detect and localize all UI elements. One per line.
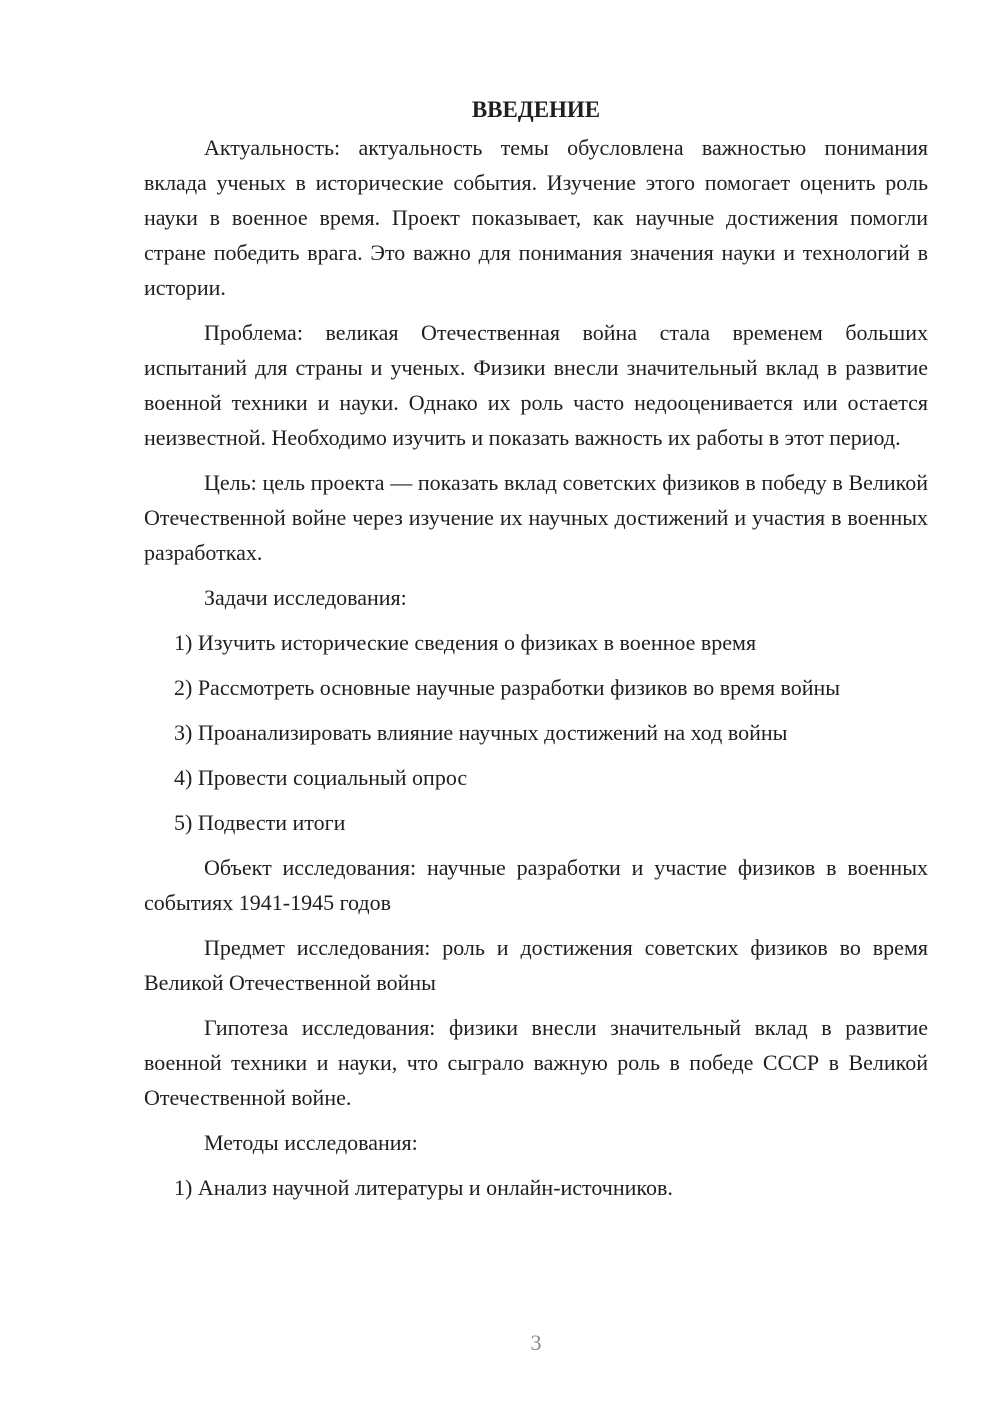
task-item: 5) Подвести итоги [174, 810, 346, 835]
subject-paragraph: Предмет исследования: роль и достижения советских физиков во время Великой Отечественной войны [144, 935, 928, 995]
document-page [144, 92, 928, 1215]
task-item: 4) Провести социальный опрос [174, 765, 468, 790]
methods-label: Методы исследования: [204, 1130, 418, 1155]
task-item: 1) Изучить исторические сведения о физиках в военное время [174, 630, 757, 655]
page-number: 3 [530, 1330, 542, 1355]
problem-paragraph: Проблема: великая Отечественная война стала временем больших испытаний для страны и ученых. Физики внесли значительный вклад в развитие военной техники и науки. Однако их роль часто недооценивается или остается неизвестной. Необходимо изучить и показать важность их работы в этот период. [144, 320, 928, 450]
task-item: 2) Рассмотреть основные научные разработки физиков во время войны [174, 675, 841, 700]
method-item: 1) Анализ научной литературы и онлайн-источников. [174, 1175, 673, 1200]
hypothesis-paragraph: Гипотеза исследования: физики внесли значительный вклад в развитие военной техники и науки, что сыграло важную роль в победе СССР в Великой Отечественной войне. [144, 1015, 928, 1110]
goal-paragraph: Цель: цель проекта — показать вклад советских физиков в победу в Великой Отечественной войне через изучение их научных достижений и участия в военных разработках. [144, 470, 928, 565]
section-heading: ВВЕДЕНИЕ [471, 97, 601, 122]
relevance-paragraph: Актуальность: актуальность темы обусловлена важностью понимания вклада ученых в исторические события. Изучение этого помогает оценить роль науки в военное время. Проект показывает, как научные достижения помогли стране победить врага. Это важно для понимания значения науки и технологий в истории. [144, 135, 928, 300]
object-paragraph: Объект исследования: научные разработки и участие физиков в военных событиях 1941-1945 годов [144, 855, 928, 915]
tasks-label: Задачи исследования: [204, 585, 407, 610]
task-item: 3) Проанализировать влияние научных достижений на ход войны [174, 720, 788, 745]
